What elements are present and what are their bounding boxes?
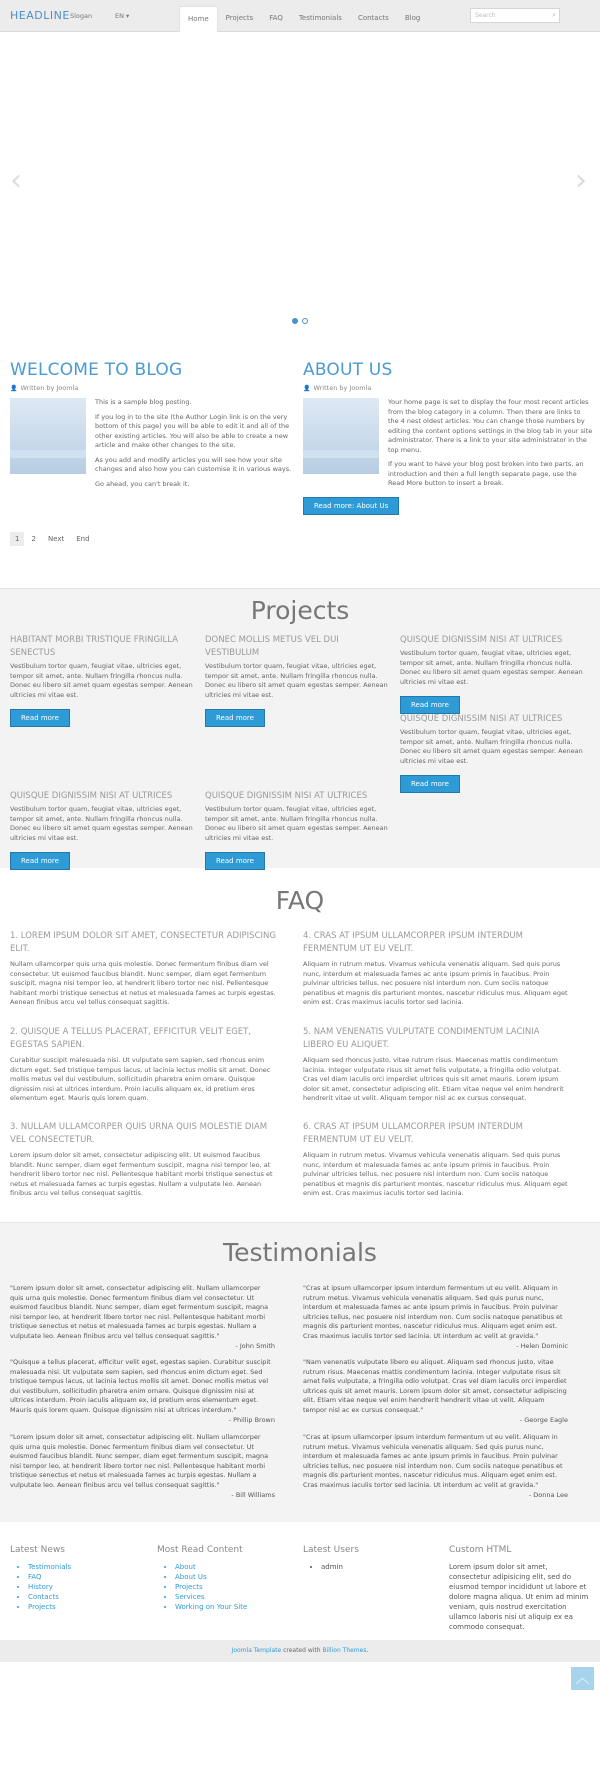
- testimonial-text: "Cras at ipsum ullamcorper ipsum interdum fermentum ut eu velit. Aliquam in rutrum metus. Vivamus vehicula venenatis aliquam. Sed quis purus nunc, interdum et malesuada fames ac ante ipsum primis in faucibus. Proin pulvinar ultricies tellus, nec posuere nisl interdum non. Cum sociis natoque penatibus et magnis dis parturient montes, nascetur ridiculus mus. Aliquam eget enim est. Cras maximus iaculis tortor sed lacinia. Ut interdum ac velit at gravida.": [303, 1284, 563, 1340]
- footer-custom-html: [449, 1545, 589, 1632]
- testimonial: [303, 1433, 568, 1499]
- footer-heading: Latest News: [10, 1545, 65, 1555]
- search-input[interactable]: [470, 8, 560, 23]
- copyright-bar: [0, 1640, 600, 1662]
- testimonial-author: - Bill Williams: [231, 1491, 275, 1499]
- project-card: [400, 634, 585, 714]
- blog-para-1: This is a sample blog posting.: [95, 398, 192, 406]
- faq-answer: Aliquam in rutrum metus. Vivamus vehicula venenatis aliquam. Sed quis purus nunc, interdum et malesuada fames ac ante ipsum primis in faucibus. Proin pulvinar ultricies tellus, nec posuere nisl interdum non. Cum sociis natoque penatibus et magnis dis parturient montes, nascetur ridiculus mus. Aliquam eget enim est. Cras maximus iaculis tortor sed lacinia.: [303, 1151, 568, 1197]
- blog-title[interactable]: WELCOME TO BLOG: [10, 360, 183, 380]
- faq-question: 1. LOREM IPSUM DOLOR SIT AMET, CONSECTETUR ADIPISCING ELIT.: [10, 931, 276, 954]
- blog-para-3: As you add and modify articles you will see how your site changes and also how you can customise it in various ways.: [95, 455, 292, 473]
- project-text: Vestibulum tortor quam, feugiat vitae, ultricies eget, tempor sit amet, ante. Nullam fringilla rhoncus nulla. Donec eu libero sit amet quam egestas semper. Aenean ultricies mi vitae est.: [205, 805, 388, 842]
- faq-question: 6. CRAS AT IPSUM ULLAMCORPER IPSUM INTERDUM FERMENTUM UT EU VELIT.: [303, 1122, 523, 1145]
- page-next[interactable]: Next: [47, 535, 65, 543]
- hero-slider: [0, 33, 600, 333]
- footer-latest-users: [303, 1545, 443, 1572]
- faq-question: 5. NAM VENENATIS VULPUTATE CONDIMENTUM LACINIA LIBERO EU ALIQUET.: [303, 1027, 540, 1050]
- faq-answer: Aliquam in rutrum metus. Vivamus vehicula venenatis aliquam. Sed quis purus nunc, interdum et malesuada fames ac ante ipsum primis in faucibus. Proin pulvinar ultricies tellus, nec posuere nisl interdum non. Cum sociis natoque penatibus et magnis dis parturient montes, nascetur ridiculus mus. Aliquam eget enim est. Cras maximus iaculis tortor sed lacinia.: [303, 960, 568, 1006]
- top-navbar: [0, 0, 600, 32]
- faq-answer: Nullam ullamcorper quis urna quis molestie. Donec fermentum finibus diam vel consectetur. Ut euismod faucibus blandit. Nunc semper, diam eget fermentum suscipit, magna nisi tempor leo, at hendrerit libero tortor nec nisl. Pellentesque habitant morbi tristique senectus et netus et malesuada fames ac turpis egestas. Aenean finibus arcu vel tellus consequat sagittis.: [10, 960, 276, 1006]
- projects-title: Projects: [250, 596, 350, 625]
- testimonial-text: "Nam venenatis vulputate libero eu aliquet. Aliquam sed rhoncus justo, vitae rutrum risus. Maecenas mattis condimentum lacinia. Integer vulputate risus sit amet felis vulputate, a fringilla odio volutpat. Cras vel diam iaculis orci imperdiet ultrices quis sit amet mauris. Lorem ipsum dolor sit amet, consectetur adipiscing elit. Etiam vitae neque vel enim hendrerit hendrerit vitae ut velit. Aliquam tempor nisl ac ex cursus consequat.": [303, 1358, 567, 1414]
- footer-link[interactable]: • Contacts: [28, 1592, 150, 1602]
- about-title[interactable]: ABOUT US: [303, 360, 393, 380]
- faq-answer: Curabitur suscipit malesuada nisi. Ut vulputate sem sapien, sed rhoncus enim dictum eget. Sed tristique tempus lacus, ut lacinia lectus mollis sit amet. Donec mollis metus vel dui vestibulum, sollicitudin pharetra enim ornare. Quisque dignissim nisi at ultrices interdum. Proin iaculis aliquam ex, id pretium eros elementum eget. Mauris quis lorem quam.: [10, 1056, 271, 1102]
- read-more-button[interactable]: Read more: [400, 696, 460, 714]
- read-more-about-button[interactable]: Read more: About Us: [303, 497, 399, 515]
- blog-article: [10, 360, 300, 392]
- about-body: [388, 398, 593, 489]
- project-text: Vestibulum tortor quam, feugiat vitae, ultricies eget, tempor sit amet, ante. Nullam fringilla rhoncus nulla. Donec eu libero sit amet quam egestas semper. Aenean ultricies mi vitae est.: [400, 728, 583, 765]
- testimonial: [303, 1358, 568, 1424]
- nav-testimonials[interactable]: Testimonials: [298, 14, 342, 22]
- testimonial-author: - Helen Dominic: [516, 1342, 568, 1350]
- faq-item: [10, 1121, 280, 1199]
- footer-most-read: [157, 1545, 297, 1612]
- testimonial-author: - John Smith: [235, 1342, 275, 1350]
- faq-answer: Lorem ipsum dolor sit amet, consectetur adipiscing elit. Ut euismod faucibus blandit. Nunc semper, diam eget fermentum suscipit, magna nisi tempor leo, at hendrerit libero tortor nec nisl. Pellentesque habitant morbi tristique senectus et netus et malesuada fames ac turpis egestas. Nullam a vulputate leo. Aenean finibus arcu vel tellus consequat sagittis.: [10, 1151, 273, 1197]
- footer-link[interactable]: • About: [175, 1562, 297, 1572]
- faq-item: [303, 930, 573, 1008]
- nav-contacts[interactable]: Contacts: [357, 14, 389, 22]
- footer-link[interactable]: • History: [28, 1582, 150, 1592]
- faq-item: [303, 1026, 573, 1104]
- testimonial-author: - Donna Lee: [528, 1491, 568, 1499]
- faq-question: 2. QUISQUE A TELLUS PLACERAT, EFFICITUR VELIT EGET, EGESTAS SAPIEN.: [10, 1027, 252, 1050]
- read-more-button[interactable]: Read more: [400, 775, 460, 793]
- user-icon: 👤: [303, 385, 311, 392]
- site-logo[interactable]: HEADLINE: [10, 9, 70, 22]
- project-title[interactable]: QUISQUE DIGNISSIM NISI AT ULTRICES: [205, 791, 368, 801]
- project-text: Vestibulum tortor quam, feugiat vitae, ultricies eget, tempor sit amet, ante. Nullam fringilla rhoncus nulla. Donec eu libero sit amet quam egestas semper. Aenean ultricies mi vitae est.: [205, 662, 388, 699]
- project-title[interactable]: HABITANT MORBI TRISTIQUE FRINGILLA SENECTUS: [10, 635, 179, 658]
- footer-link[interactable]: • Projects: [175, 1582, 297, 1592]
- faq-title: FAQ: [275, 886, 325, 915]
- footer-link[interactable]: • Services: [175, 1592, 297, 1602]
- project-card: [205, 634, 390, 727]
- page-1[interactable]: 1: [10, 532, 24, 546]
- search-icon[interactable]: ⌕: [552, 11, 556, 19]
- blog-para-2: If you log in to the site (the Author Login link is on the very bottom of this page) you will be able to edit it and all of the other existing articles. You will also be able to create a new article and make other changes to the site.: [95, 412, 290, 449]
- read-more-button[interactable]: Read more: [10, 709, 70, 727]
- copyright-end: .: [366, 1647, 369, 1654]
- language-select[interactable]: EN ▾: [115, 12, 130, 20]
- faq-item: [10, 1026, 280, 1104]
- read-more-button[interactable]: Read more: [205, 852, 265, 870]
- footer-custom-text: Lorem ipsum dolor sit amet, consectetur adipisicing elit, sed do eiusmod tempor incididunt ut labore et dolore magna aliqua. Ut enim ad minim veniam, quis nostrud exercitation ullamco laboris nisi ut aliquip ex ea commodo consequat.: [449, 1563, 589, 1631]
- testimonial-text: "Lorem ipsum dolor sit amet, consectetur adipiscing elit. Nullam ullamcorper quis urna quis molestie. Donec fermentum finibus diam vel consectetur. Ut euismod faucibus blandit. Nunc semper, diam eget fermentum suscipit, magna nisi tempor leo, at hendrerit libero tortor nec nisl. Pellentesque habitant morbi tristique senectus et netus et malesuada fames ac turpis egestas. Nullam a vulputate leo. Aenean finibus arcu vel tellus consequat sagittis.": [10, 1433, 269, 1489]
- footer-link[interactable]: • About Us: [175, 1572, 297, 1582]
- nav-faq[interactable]: FAQ: [269, 14, 283, 22]
- testimonial-text: "Lorem ipsum dolor sit amet, consectetur adipiscing elit. Nullam ullamcorper quis urna quis molestie. Donec fermentum finibus diam vel consectetur. Ut euismod faucibus blandit. Nunc semper, diam eget fermentum suscipit, magna nisi tempor leo, at hendrerit libero tortor nec nisl. Pellentesque habitant morbi tristique senectus et netus et malesuada fames ac turpis egestas. Nullam a vulputate leo. Aenean finibus arcu vel tellus consequat sagittis.": [10, 1284, 269, 1340]
- faq-item: [303, 1121, 573, 1199]
- faq-item: [10, 930, 280, 1008]
- footer-heading: Custom HTML: [449, 1545, 512, 1555]
- footer-latest-news: [10, 1545, 150, 1612]
- slider-dot-2[interactable]: [302, 318, 308, 324]
- footer-link[interactable]: • Projects: [28, 1602, 150, 1612]
- faq-question: 3. NULLAM ULLAMCORPER QUIS URNA QUIS MOLESTIE DIAM VEL CONSECTETUR.: [10, 1122, 268, 1145]
- testimonial-text: "Quisque a tellus placerat, efficitur velit eget, egestas sapien. Curabitur suscipit malesuada nisi. Ut vulputate sem sapien, sed rhoncus enim dictum eget. Sed tristique tempus lacus, ut lacinia lectus mollis sit amet. Donec mollis metus vel dui vestibulum, sollicitudin pharetra enim ornare. Quisque dignissim nisi at ultrices interdum. Proin iaculis aliquam ex, id pretium eros elementum eget. Mauris quis lorem quam. Quisque dignissim nisi at ultrices interdum.": [10, 1358, 271, 1414]
- faq-question: 4. CRAS AT IPSUM ULLAMCORPER IPSUM INTERDUM FERMENTUM UT EU VELIT.: [303, 931, 523, 954]
- footer-link[interactable]: • FAQ: [28, 1572, 150, 1582]
- project-title[interactable]: QUISQUE DIGNISSIM NISI AT ULTRICES: [400, 635, 563, 645]
- main-nav: [179, 6, 428, 32]
- project-text: Vestibulum tortor quam, feugiat vitae, ultricies eget, tempor sit amet, ante. Nullam fringilla rhoncus nulla. Donec eu libero sit amet quam egestas semper. Aenean ultricies mi vitae est.: [10, 805, 193, 842]
- site-slogan: Slogan: [70, 12, 93, 20]
- project-card: [10, 790, 195, 870]
- testimonial: [10, 1358, 275, 1424]
- project-card: [205, 790, 390, 870]
- testimonial-author: - George Eagle: [519, 1416, 568, 1424]
- footer-user: • admin: [321, 1562, 443, 1572]
- footer-heading: Most Read Content: [157, 1545, 243, 1555]
- nav-home[interactable]: Home: [179, 6, 218, 32]
- blog-image: [10, 398, 86, 474]
- copyright-text: created with: [281, 1647, 323, 1654]
- about-para-1: Your home page is set to display the four most recent articles from the blog category in a column. Then there are links to the 4 nest oldest articles. You can change those numbers by editing the content options settings in the blog tab in your site administrator. There is a link to your site administrator in the top menu.: [388, 398, 593, 454]
- blog-author: 👤 Written by Joomla: [10, 384, 79, 392]
- testimonial: [303, 1284, 568, 1350]
- testimonial: [10, 1284, 275, 1350]
- slider-next-arrow-icon[interactable]: ›: [575, 163, 587, 198]
- about-author: 👤 Written by Joomla: [303, 384, 372, 392]
- read-more-button[interactable]: Read more: [10, 852, 70, 870]
- project-title[interactable]: QUISQUE DIGNISSIM NISI AT ULTRICES: [400, 714, 563, 724]
- nav-projects[interactable]: Projects: [225, 14, 254, 22]
- project-card: [400, 713, 585, 793]
- user-icon: 👤: [10, 385, 18, 392]
- slider-prev-arrow-icon[interactable]: ‹: [10, 163, 22, 198]
- nav-blog[interactable]: Blog: [404, 14, 421, 22]
- about-article: [303, 360, 593, 392]
- testimonial-text: "Cras at ipsum ullamcorper ipsum interdum fermentum ut eu velit. Aliquam in rutrum metus. Vivamus vehicula venenatis aliquam. Sed quis purus nunc, interdum et malesuada fames ac ante ipsum primis in faucibus. Proin pulvinar ultricies tellus, nec posuere nisl interdum non. Cum sociis natoque penatibus et magnis dis parturient montes, nascetur ridiculus mus. Aliquam eget enim est. Cras maximus iaculis tortor sed lacinia. Ut interdum ac velit at gravida.": [303, 1433, 563, 1489]
- project-text: Vestibulum tortor quam, feugiat vitae, ultricies eget, tempor sit amet, ante. Nullam fringilla rhoncus nulla. Donec eu libero sit amet quam egestas semper. Aenean ultricies mi vitae est.: [10, 662, 193, 699]
- project-text: Vestibulum tortor quam, feugiat vitae, ultricies eget, tempor sit amet, ante. Nullam fringilla rhoncus nulla. Donec eu libero sit amet quam egestas semper. Aenean ultricies mi vitae est.: [400, 649, 583, 686]
- footer-link[interactable]: • Working on Your Site: [175, 1602, 297, 1612]
- faq-answer: Aliquam sed rhoncus justo, vitae rutrum risus. Maecenas mattis condimentum lacinia. Integer vulputate risus sit amet felis vulputate, a fringilla odio volutpat. Cras vel diam iaculis orci imperdiet ultrices quis sit amet mauris. Lorem ipsum dolor sit amet, consectetur adipiscing elit. Etiam vitae neque vel enim hendrerit hendrerit vitae ut velit. Aliquam tempor nisl ac ex cursus consequat.: [303, 1056, 564, 1102]
- read-more-button[interactable]: Read more: [205, 709, 265, 727]
- footer-heading: Latest Users: [303, 1545, 359, 1555]
- slider-dots: [292, 318, 308, 324]
- page-2[interactable]: 2: [31, 535, 36, 543]
- pagination: [10, 532, 95, 546]
- slider-dot-1[interactable]: [292, 318, 298, 324]
- about-para-2: If you want to have your blog post broken into two parts, an introduction and then a full length separate page, use the Read More button to insert a break.: [388, 460, 584, 487]
- page-end[interactable]: End: [76, 535, 90, 543]
- testimonials-title: Testimonials: [223, 1238, 377, 1267]
- about-image: [303, 398, 379, 474]
- testimonial-author: - Phillip Brown: [228, 1416, 275, 1424]
- blog-para-4: Go ahead, you can't break it.: [95, 479, 190, 488]
- search-placeholder: Search: [475, 12, 496, 19]
- footer-link[interactable]: • Testimonials: [28, 1562, 150, 1572]
- project-title[interactable]: QUISQUE DIGNISSIM NISI AT ULTRICES: [10, 791, 173, 801]
- testimonial: [10, 1433, 275, 1499]
- joomla-template-link[interactable]: Joomla Template: [231, 1647, 282, 1654]
- project-title[interactable]: DONEC MOLLIS METUS VEL DUI VESTIBULUM: [205, 635, 339, 658]
- project-card: [10, 634, 195, 727]
- billion-themes-link[interactable]: Billion Themes: [322, 1647, 367, 1654]
- scroll-to-top-icon[interactable]: ︿: [571, 1667, 594, 1690]
- blog-body: [95, 398, 300, 489]
